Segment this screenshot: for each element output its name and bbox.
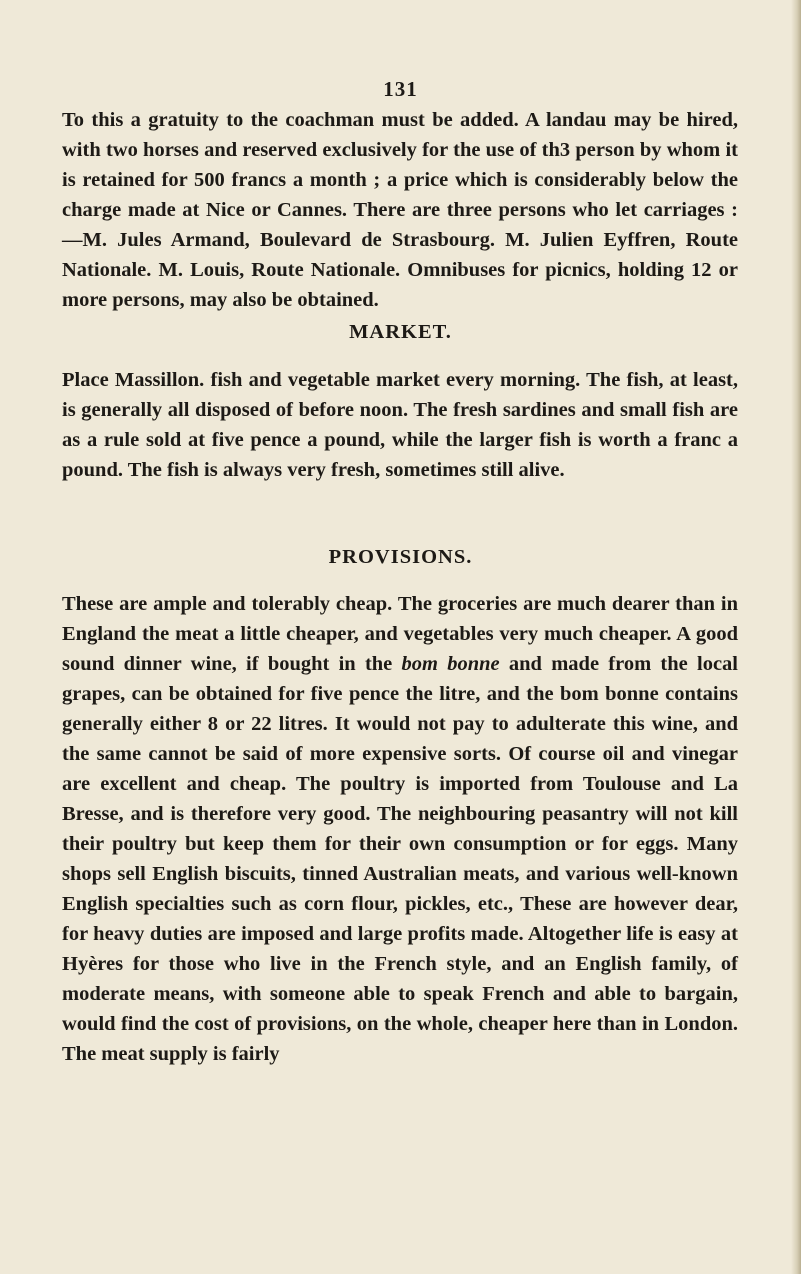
provisions-heading: PROVISIONS. xyxy=(328,546,473,568)
paragraph-text xyxy=(62,589,738,1069)
paragraph-text-part-2: and made from the local grapes, can be obtained for five pence the litre, and the bom bonne contains generally either 8 or 22 litres. It would not pay to adulterate this wine, and the same cannot be said of more expensive sorts. Of course oil and vinegar are excellent and cheap. The poultry is imported from Toulouse and La Bresse, and is therefore very good. The neighbouring peasantry will not kill their poultry but keep them for their own consumption or for eggs. Many shops sell English biscuits, tinned Australian meats, and various well-known English specialties such as corn flour, pickles, etc., These are however dear, for heavy duties are imposed and large profits made. Altogether life is easy at Hyères for those who live in the French style, and an English family, of moderate means, with someone able to speak French and able to bargain, would find the cost of provisions, on the whole, cheaper here than in London. The meat supply is fairly xyxy=(62,653,739,1065)
carriage-paragraph xyxy=(62,105,738,315)
paragraph-text: Place Massillon. fish and vegetable market every morning. The fish, at least, is generally all disposed of before noon. The fresh sardines and small fish are as a rule sold at five pence a pound, while the larger fish is worth a franc a pound. The fish is always very fresh, sometimes still alive. xyxy=(62,369,738,481)
market-paragraph xyxy=(62,365,738,485)
paragraph-text-italic: bom bonne xyxy=(401,653,500,675)
market-heading: MARKET. xyxy=(349,321,452,343)
page-number: 131 xyxy=(383,77,418,101)
paragraph-text: To this a gratuity to the coachman must be added. A landau may be hired, with two horses and reserved exclusively for the use of th3 person by whom it is retained for 500 francs a month ; a price which is considerably below the charge made at Nice or Cannes. There are three persons who let carriages :—M. Jules Armand, Boulevard de Strasbourg. M. Julien Eyffren, Route Nationale. M. Louis, Route Nationale. Omnibuses for picnics, holding 12 or more persons, may also be obtained. xyxy=(62,109,738,311)
paragraph-text-part-1: These are ample and tolerably cheap. The groceries are much dearer than in England the meat a little cheaper, and vegetables very much cheaper. A good sound dinner wine, if bought in the xyxy=(62,593,738,675)
provisions-paragraph xyxy=(62,589,738,1069)
page-edge-shadow xyxy=(791,0,801,1274)
